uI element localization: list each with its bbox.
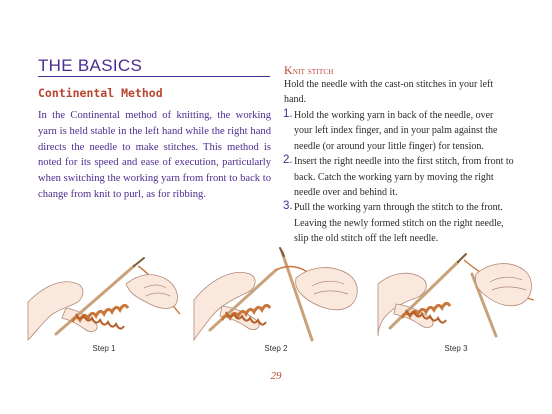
step-text: Insert the right needle into the first stitch, from front to back. Catch the working yarn by moving the right needle over and behind it. [294, 156, 514, 199]
step3-illustration [376, 244, 536, 342]
subsection-heading-cap: K [284, 63, 293, 77]
title-rule [38, 76, 270, 77]
step2-caption: Step 2 [264, 344, 288, 353]
step-item [284, 108, 514, 154]
page-title: THE BASICS [38, 56, 143, 75]
section-heading: Continental Method [38, 86, 163, 100]
subsection-heading [284, 63, 334, 78]
subsection-lead: Hold the needle with the cast-on stitches in your left hand. [284, 79, 494, 106]
subsection-heading-rest: nit stitch [292, 66, 334, 77]
hands-knitting-step3-illustration [376, 244, 536, 342]
step3-caption: Step 3 [444, 344, 468, 353]
step1-caption: Step 1 [92, 344, 116, 353]
hands-knitting-step2-illustration [192, 244, 362, 342]
step-number: 1. [283, 108, 293, 120]
step-item [284, 154, 514, 200]
step-number: 3. [283, 200, 293, 213]
step1-illustration [26, 244, 181, 342]
page-number: 29 [270, 370, 282, 382]
step-text: Pull the working yarn through the stitch to the front. Leaving the newly formed stitch on the right needle, slip the old stitch off the left needle. [294, 202, 504, 245]
hands-knitting-step1-illustration [26, 244, 181, 342]
steps-list [284, 108, 514, 247]
step-item [284, 200, 514, 246]
intro-paragraph: In the Continental method of knitting, the working yarn is held stable in the left hand while the right hand directs the needle to make stitches. This method is noted for its speed and ease of execution, particularly when switching the working yarn from front to back to change from knit to purl, as for ribbing. [38, 110, 271, 200]
step-text: Hold the working yarn in back of the needle, over your left index finger, and in your palm against the needle (or around your little finger) for tension. [294, 110, 498, 152]
step-number: 2. [283, 154, 293, 167]
step2-illustration [192, 244, 362, 342]
